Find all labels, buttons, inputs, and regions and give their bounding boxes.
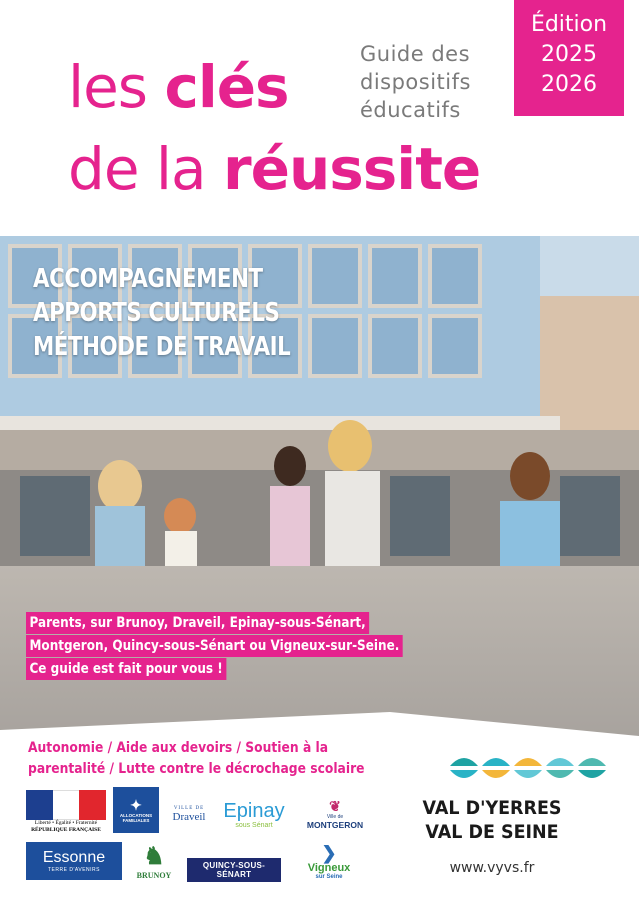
parents-callout-line: Parents, sur Brunoy, Draveil, Epinay-sous-Sénart, xyxy=(26,612,369,634)
caf-line1: ALLOCATIONS xyxy=(119,813,153,818)
wave-top-shape xyxy=(482,758,510,766)
themes-text xyxy=(28,738,365,780)
epinay-logo xyxy=(214,797,294,833)
wave-top-shape xyxy=(578,758,606,766)
vyvs-name xyxy=(417,796,568,844)
parents-callout-line: Montgeron, Quincy-sous-Sénart ou Vigneux-sur-Seine. xyxy=(26,635,403,657)
brunoy-name: BRUNOY xyxy=(136,870,172,880)
title-line-2-light: de la xyxy=(68,135,224,203)
guide-subtitle xyxy=(360,40,471,124)
rf-name: RÉPUBLIQUE FRANÇAISE xyxy=(31,827,101,833)
montgeron-small: Ville de xyxy=(326,814,344,820)
headline-line: APPORTS CULTURELS xyxy=(33,298,280,328)
quincy-name: QUINCY-SOUS-SÉNART xyxy=(202,861,266,879)
themes-line: parentalité / Lutte contre le décrochage scolaire xyxy=(28,761,365,777)
wave-top-shape xyxy=(450,758,478,766)
vyvs-name-line: VAL DE SEINE xyxy=(425,821,559,843)
wave-bottom-shape xyxy=(546,770,574,778)
brunoy-emblem-icon: ♞ xyxy=(143,843,165,870)
wave-bottom-shape xyxy=(578,770,606,778)
edition-label: Édition xyxy=(530,12,608,37)
title-line-2-bold: réussite xyxy=(223,135,481,203)
edition-badge xyxy=(514,0,624,116)
guide-subtitle-line: dispositifs xyxy=(360,70,471,94)
draveil-small: VILLE DE xyxy=(173,805,205,811)
vigneux-sub: sur Seine xyxy=(315,874,343,880)
french-flag-icon xyxy=(26,790,106,820)
title-line-1-light: les xyxy=(68,53,165,121)
wave-bottom-shape xyxy=(450,770,478,778)
title-line-1-bold: clés xyxy=(164,53,289,121)
edition-year-start: 2025 xyxy=(541,42,597,67)
headline xyxy=(33,262,290,364)
essonne-logo xyxy=(26,842,122,880)
essonne-tagline: TERRE D'AVENIRS xyxy=(48,867,100,873)
wave-bottom-shape xyxy=(482,770,510,778)
guide-subtitle-line: éducatifs xyxy=(360,98,461,122)
edition-year-end: 2026 xyxy=(541,72,597,97)
vyvs-url[interactable]: www.vyvs.fr xyxy=(449,860,535,876)
vyvs-name-line: VAL D'YERRES xyxy=(422,797,562,819)
republique-francaise-logo xyxy=(26,786,106,838)
quincy-logo xyxy=(187,858,281,882)
montgeron-logo xyxy=(300,794,370,834)
wave-top-shape xyxy=(514,758,542,766)
montgeron-emblem-icon: ❦ xyxy=(329,798,341,814)
vigneux-logo xyxy=(290,842,368,882)
brunoy-logo xyxy=(130,838,178,884)
headline-line: MÉTHODE DE TRAVAIL xyxy=(33,332,291,362)
parents-callout xyxy=(26,612,464,681)
caf-line2: FAMILIALES xyxy=(122,818,150,823)
essonne-name: Essonne xyxy=(42,849,106,866)
caf-emblem-icon: ✦ xyxy=(130,797,142,813)
caf-logo xyxy=(113,787,159,833)
draveil-logo xyxy=(166,796,212,832)
epinay-name: Epinay xyxy=(223,800,285,822)
wave-bottom-shape xyxy=(514,770,542,778)
themes-line: Autonomie / Aide aux devoirs / Soutien à la xyxy=(28,740,329,756)
draveil-name: Draveil xyxy=(172,810,206,823)
montgeron-name: MONTGERON xyxy=(306,820,364,830)
epinay-sub: sous Sénart xyxy=(235,822,273,829)
title-line-1 xyxy=(68,53,289,121)
vyvs-waves-icon xyxy=(448,752,612,786)
parents-callout-line: Ce guide est fait pour vous ! xyxy=(26,658,226,680)
headline-line: ACCOMPAGNEMENT xyxy=(33,264,263,294)
vigneux-name: Vigneux xyxy=(307,862,351,874)
guide-subtitle-line: Guide des xyxy=(360,42,471,66)
wave-top-shape xyxy=(546,758,574,766)
title-line-2 xyxy=(68,135,481,203)
rf-motto: Liberté • Égalité • Fraternité xyxy=(34,820,98,826)
vigneux-emblem-icon: ❯ xyxy=(321,843,337,863)
